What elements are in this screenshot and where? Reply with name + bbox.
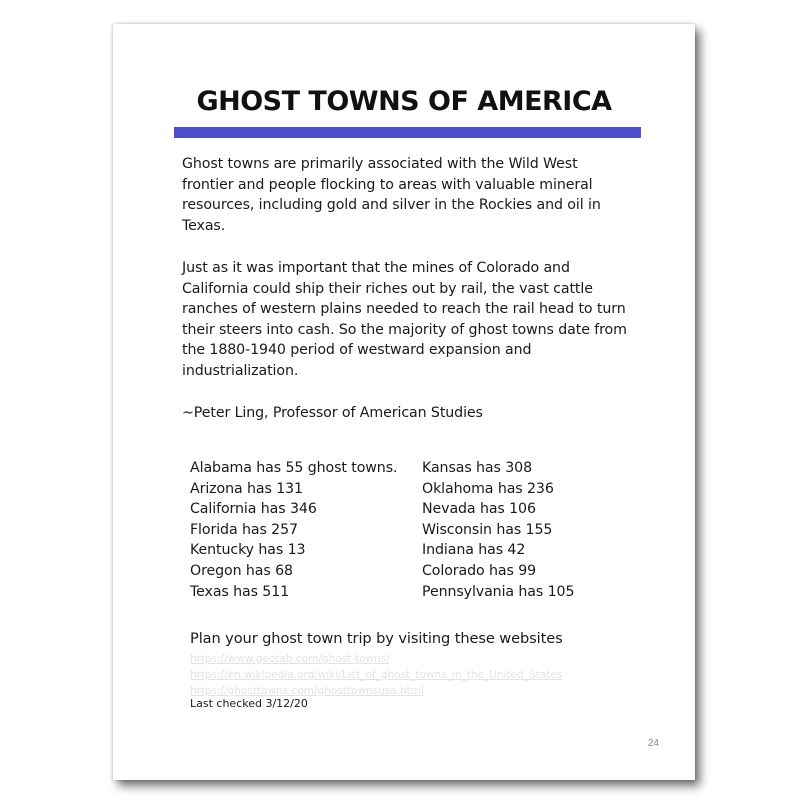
link-ghosttowns[interactable]: https://ghosttowns.com/ghosttownsusa.html (190, 685, 424, 697)
link-wikipedia[interactable]: https://en.wikipedia.org/wiki/List_of_ghost_towns_in_the_United_States (190, 669, 563, 681)
state-count-item: Alabama has 55 ghost towns. (190, 460, 398, 476)
last-checked-date: Last checked 3/12/20 (190, 697, 308, 710)
state-count-item: Kansas has 308 (422, 460, 532, 476)
quote-attribution: ~Peter Ling, Professor of American Studies (182, 405, 483, 421)
state-count-item: Indiana has 42 (422, 542, 526, 559)
history-paragraph: Just as it was important that the mines of Colorado and California could ship their riches out by rail, the vast cattle ranches of western plains needed to reach the rail head to turn their steers into cash. So the majority of ghost towns date from the 1880-1940 period of westward expansion and industrialization. (182, 260, 627, 379)
state-count-item: Wisconsin has 155 (422, 521, 553, 538)
state-count-item: Pennsylvania has 105 (422, 583, 575, 600)
website-links (190, 651, 562, 699)
state-count-item: Nevada has 106 (422, 501, 536, 518)
states-list-right (422, 458, 574, 602)
state-count-item: Colorado has 99 (422, 562, 537, 579)
plan-trip-heading: Plan your ghost town trip by visiting these websites (190, 630, 563, 647)
page-title: GHOST TOWNS OF AMERICA (196, 86, 612, 117)
page-number: 24 (647, 738, 659, 749)
states-list-left (190, 458, 397, 602)
state-count-item: California has 346 (190, 501, 317, 518)
state-count-item: Arizona has 131 (190, 480, 303, 497)
state-count-item: Oregon has 68 (190, 562, 293, 579)
state-count-item: Kentucky has 13 (190, 542, 306, 559)
title-underline-bar (174, 127, 641, 138)
state-count-item: Oklahoma has 236 (422, 480, 554, 497)
state-count-item: Florida has 257 (190, 521, 298, 538)
link-geotab[interactable]: https://www.geotab.com/ghost-towns/ (190, 653, 390, 665)
intro-paragraph: Ghost towns are primarily associated with the Wild West frontier and people flocking to areas with valuable mineral resources, including gold and silver in the Rockies and oil in Texas. (182, 156, 601, 234)
document-page (113, 24, 695, 780)
state-count-item: Texas has 511 (190, 583, 290, 600)
